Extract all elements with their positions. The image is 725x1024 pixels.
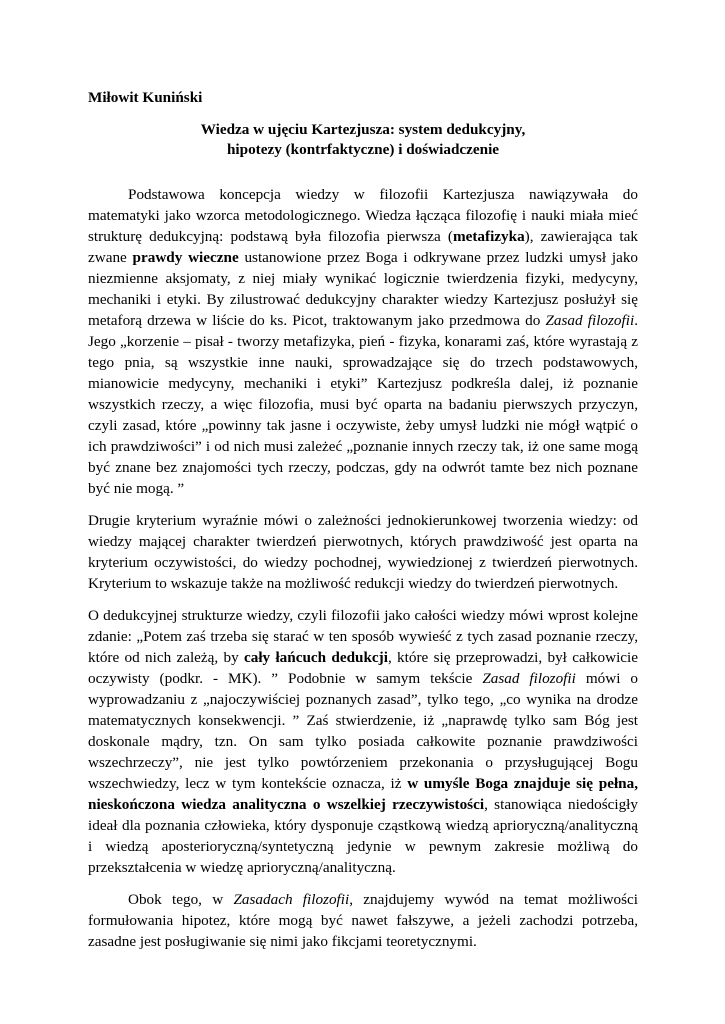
text-run: , stanowiąca niedościgły ideał dla poznania człowieka, który dysponuje cząstkową wiedzą aprioryczną/analityczną i wiedzą aposterioryczną/syntetyczną jedynie w pewnym zakresie możliwą do przekształcenia w wiedzę aprioryczną/analityczną. [88, 796, 638, 876]
bold-phrase-umysl-boga: w umyśle Boga znajduje się pełna, nieskończona wiedza analityczna o wszelkiej rzeczywistości [88, 775, 639, 813]
text-run: . Jego „korzenie – pisał - tworzy metafizyka, pień - fizyka, konarami zaś, które wyrastają z tego pnia, są wszystkie inne nauki, sprowadzające się do trzech podstawowych, mianowicie medycyny, mechaniki i etyki” Kartezjusz podkreśla dalej, iż poznanie wszystkich rzeczy, a więc filozofia, musi być oparta na badaniu pierwszych przyczyn, czyli zasad, które „powinny tak jasne i oczywiste, żeby umysł ludzki nie mógł wątpić o ich prawdziwości” i od nich musi zależeć „poznanie innych rzeczy tak, iż one same mogą być znane bez znajomości tych rzeczy, podczas, gdy na odwrót tamte bez nich poznane być nie mogą. ” [88, 312, 638, 497]
bold-term-metafizyka: metafizyka [452, 228, 525, 245]
document-title [88, 120, 638, 160]
italic-title-zasad-filozofii: Zasad filozofii [482, 670, 576, 687]
text-run: O dedukcyjnej strukturze wiedzy, czyli filozofii jako całości wiedzy mówi wprost kolejne zdanie: „Potem zaś trzeba się starać w ten sposób wywieść z tych zasad poznanie rzeczy, które od nich zależą, by [88, 607, 638, 666]
paragraph-2 [88, 510, 638, 594]
bold-term-prawdy-wieczne: prawdy wieczne [132, 249, 239, 266]
text-run: ), zawierająca tak zwane [88, 228, 638, 266]
author-name: Miłowit Kuniński [88, 89, 203, 106]
text-run: , znajdujemy wywód na temat możliwości formułowania hipotez, które mogą być nawet fałszywe, a jeżeli zachodzi potrzeba, zasadne jest posługiwanie się nimi jako fikcjami teoretycznymi. [88, 891, 638, 950]
italic-title-zasad-filozofii: Zasad filozofii [545, 312, 635, 329]
text-run: Obok tego, w [128, 891, 234, 908]
text-run: , które się przeprowadzi, był całkowicie oczywisty (podkr. - MK). ” Podobnie w samym tekście [88, 649, 638, 687]
text-run: Podstawowa koncepcja wiedzy w filozofii Kartezjusza nawiązywała do matematyki jako wzorca metodologicznego. Wiedza łącząca filozofię i nauki miała mieć strukturę dedukcyjną: podstawą była filozofia pierwsza ( [88, 186, 638, 245]
paragraph-4 [88, 889, 638, 952]
title-line-2: hipotezy (kontrfaktyczne) i doświadczenie [226, 141, 500, 158]
text-run: ustanowione przez Boga i odkrywane przez ludzki umysł jako niezmienne aksjomaty, z niej miały wynikać logicznie twierdzenia fizyki, medycyny, mechaniki i etyki. By zilustrować dedukcyjny charakter wiedzy Kartezjusz posłużył się metaforą drzewa w liście do ks. Picot, traktowanym jako przedmowa do [88, 249, 639, 329]
document-page [88, 87, 638, 963]
paragraph-3 [88, 605, 638, 878]
bold-term-lancuch-dedukcji: cały łańcuch dedukcji [244, 649, 388, 666]
paragraph-1 [88, 184, 638, 499]
text-run: Drugie kryterium wyraźnie mówi o zależności jednokierunkowej tworzenia wiedzy: od wiedzy mającej charakter twierdzeń pierwotnych, których prawdziwość jest oparta na kryterium oczywistości, do wiedzy pochodnej, wywiedzionej z twierdzeń pierwotnych. Kryterium to wskazuje także na możliwość redukcji wiedzy do twierdzeń pierwotnych. [88, 512, 638, 592]
title-line-1: Wiedza w ujęciu Kartezjusza: system dedukcyjny, [200, 121, 526, 138]
text-run: mówi o wyprowadzaniu z „najoczywiściej poznanych zasad”, tylko tego, „co wynika na drodze matematycznych konsekwencji. ” Zaś stwierdzenie, iż „naprawdę tylko sam Bóg jest doskonale mądry, tzn. On sam tylko posiada całkowite poznanie prawdziwości wszechrzeczy”, nie jest tylko powtórzeniem przekonania o przysługującej Bogu wszechwiedzy, lecz w tym kontekście oznacza, iż [88, 670, 638, 792]
italic-title-zasadach-filozofii: Zasadach filozofii [233, 891, 350, 908]
